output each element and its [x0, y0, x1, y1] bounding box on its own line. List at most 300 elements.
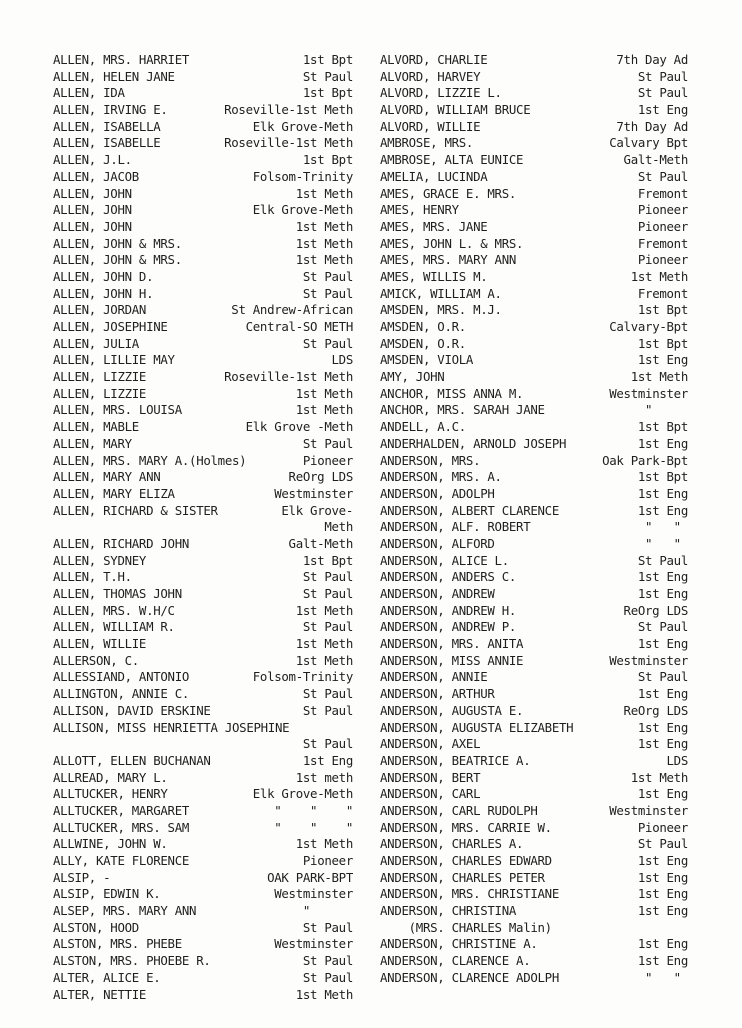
directory-entry: [53, 619, 353, 636]
entry-church: 1st Meth: [295, 402, 353, 418]
entry-church: " " ": [274, 802, 353, 818]
entry-church: Roseville-1st Meth: [224, 369, 353, 385]
entry-church: Westminster: [609, 385, 688, 401]
entry-church: St Paul: [302, 335, 353, 351]
directory-entry: [380, 369, 688, 386]
directory-entry: [380, 770, 688, 787]
entry-name: ANDERSON, AUGUSTA ELIZABETH: [380, 719, 574, 735]
entry-church: St Paul: [637, 669, 688, 685]
entry-church: 1st Eng: [637, 102, 688, 118]
entry-name: ALSIP, -: [53, 869, 111, 885]
directory-entry: [380, 920, 688, 937]
entry-name: AMES, MRS. JANE: [380, 218, 488, 234]
directory-entry: [53, 953, 353, 970]
directory-entry: [53, 820, 353, 837]
entry-name: ANDERSON, ALFORD: [380, 535, 495, 551]
directory-entry: [53, 653, 353, 670]
directory-entry: [380, 135, 688, 152]
directory-entry: [53, 386, 353, 403]
entry-church: Calvary-Bpt: [609, 319, 688, 334]
entry-name: ALVORD, LIZZIE L.: [380, 85, 502, 101]
directory-entry: [53, 603, 353, 620]
entry-name: ALLEN, JOHN H.: [53, 285, 154, 301]
entry-name: ALLEN, JOHN: [53, 202, 132, 218]
entry-church: 1st Bpt: [302, 52, 353, 67]
entry-name: ALLEN, ISABELLA: [53, 118, 161, 134]
entry-name: ANDERSON, MRS. ANITA: [380, 636, 524, 652]
directory-entry: [380, 302, 688, 319]
directory-entry: [53, 486, 353, 503]
entry-church: Central-SO METH: [245, 319, 353, 334]
directory-entry: [380, 553, 688, 570]
entry-church: St Paul: [302, 919, 353, 935]
entry-name: ALLTUCKER, MRS. SAM: [53, 819, 190, 835]
entry-name: ANDERSON, CLARENCE A.: [380, 953, 531, 969]
entry-name: ALLOTT, ELLEN BUCHANAN: [53, 752, 211, 768]
entry-name: ANDERSON, CHARLES A.: [380, 836, 524, 852]
entry-church: St Paul: [637, 552, 688, 568]
entry-name: ALLTUCKER, MARGARET: [53, 802, 190, 818]
entry-name: ANDERSON, MRS. CARRIE W.: [380, 819, 552, 835]
entry-church-continued: Meth: [324, 519, 353, 535]
entry-name: ALLEN, JOSEPHINE: [53, 319, 168, 334]
directory-entry: [380, 653, 688, 670]
entry-name: ANDERSON, BEATRICE A.: [380, 752, 531, 768]
directory-entry: [380, 453, 688, 470]
entry-church: Pioneer: [637, 252, 688, 268]
directory-entry: [53, 586, 353, 603]
directory-entry: [53, 286, 353, 303]
entry-name: ANDERSON, ALICE L.: [380, 552, 509, 568]
directory-entry: [53, 319, 353, 336]
entry-church: 1st Eng: [637, 903, 688, 919]
directory-entry: [53, 102, 353, 119]
entry-church: Folsom-Trinity: [252, 669, 353, 685]
entry-church: 1st Meth: [295, 986, 353, 1002]
entry-church: 7th Day Ad: [616, 118, 688, 134]
entry-church: St Paul: [637, 836, 688, 852]
directory-entry: [380, 870, 688, 887]
entry-church: 1st Eng: [637, 786, 688, 802]
entry-church: Calvary Bpt: [609, 135, 688, 151]
entry-name: AMSDEN, O.R.: [380, 335, 466, 351]
entry-name: ALVORD, WILLIAM BRUCE: [380, 102, 531, 118]
entry-name: ALLEN, MRS. MARY A.(Holmes): [53, 452, 247, 468]
entry-name: ALLEN, HELEN JANE: [53, 68, 175, 84]
entry-church: Galt-Meth: [623, 152, 688, 168]
entry-church: 1st Eng: [637, 936, 688, 952]
entry-name: ALLEN, WILLIE: [53, 636, 147, 652]
entry-church: St Paul: [302, 586, 353, 602]
entry-church: 1st Meth: [630, 769, 688, 785]
entry-name: ANDERSON, MRS. CHRISTIANE: [380, 886, 559, 902]
entry-name: ALTER, NETTIE: [53, 986, 147, 1002]
directory-entry: [380, 469, 688, 486]
directory-entry: [380, 569, 688, 586]
entry-name: AMBROSE, MRS.: [380, 135, 474, 151]
directory-entry: [53, 886, 353, 903]
entry-name: ALLEN, LIZZIE: [53, 369, 147, 385]
entry-name: AMES, WILLIS M.: [380, 268, 488, 284]
directory-entry: [380, 603, 688, 620]
entry-name: ALLEN, JOHN: [53, 185, 132, 201]
entry-church: 1st Eng: [637, 686, 688, 702]
entry-church: 1st Eng: [637, 869, 688, 885]
directory-entry: [380, 319, 688, 336]
entry-church: Galt-Meth: [288, 535, 353, 551]
entry-name: ALSTON, HOOD: [53, 919, 139, 935]
entry-church: 1st Meth: [295, 252, 353, 268]
entry-name: ALLEN, IDA: [53, 85, 125, 101]
entry-name: ALSIP, EDWIN K.: [53, 886, 161, 902]
entry-church: 1st Meth: [295, 836, 353, 852]
entry-church: OAK PARK-BPT: [267, 869, 353, 885]
entry-name: ANDERSON, ANDREW H.: [380, 602, 517, 618]
directory-entry: [380, 703, 688, 720]
entry-church: 1st Meth: [295, 185, 353, 201]
entry-name: ALVORD, WILLIE: [380, 118, 481, 134]
directory-entry: [380, 536, 688, 553]
directory-entry: [380, 269, 688, 286]
entry-church: 1st Eng: [637, 435, 688, 451]
entry-church: St Paul: [637, 619, 688, 635]
directory-entry: [380, 386, 688, 403]
entry-name: ALLEN, JOHN & MRS.: [53, 235, 182, 251]
directory-entry: [380, 836, 688, 853]
entry-name: ALLEN, JOHN & MRS.: [53, 252, 182, 268]
entry-name: ALVORD, HARVEY: [380, 68, 481, 84]
entry-church: 1st Meth: [630, 369, 688, 385]
directory-entry: [380, 52, 688, 69]
directory-entry: [380, 903, 688, 920]
entry-name: ALLERSON, C.: [53, 652, 139, 668]
entry-church: St Paul: [302, 68, 353, 84]
directory-entry: [380, 636, 688, 653]
entry-church: Westminster: [274, 936, 353, 952]
entry-name: ALSTON, MRS. PHEBE: [53, 936, 182, 952]
directory-entry: [53, 52, 353, 69]
directory-entry: [53, 186, 353, 203]
entry-church: 1st Bpt: [637, 335, 688, 351]
entry-church: St Paul: [302, 268, 353, 284]
entry-church: St Paul: [302, 285, 353, 301]
entry-name: ALLEN, WILLIAM R.: [53, 619, 175, 635]
directory-entry: [53, 469, 353, 486]
entry-name: ALLTUCKER, HENRY: [53, 786, 168, 802]
directory-entry: [380, 202, 688, 219]
entry-name: ALLISON, MISS HENRIETTA JOSEPHINE: [53, 719, 290, 735]
directory-entry: [53, 252, 353, 269]
entry-church: St Paul: [302, 702, 353, 718]
directory-entry: [53, 236, 353, 253]
entry-name: AMICK, WILLIAM A.: [380, 285, 502, 301]
directory-entry: [380, 736, 688, 753]
entry-church: Elk Grove-: [281, 502, 353, 518]
entry-name: ANDERSON, CLARENCE ADOLPH: [380, 969, 559, 985]
directory-entry: [53, 119, 353, 136]
entry-church: 1st Meth: [295, 218, 353, 234]
entry-name: ALLEN, RICHARD JOHN: [53, 535, 190, 551]
entry-church: Fremont: [637, 285, 688, 301]
directory-entry: [53, 352, 353, 369]
directory-entry: [380, 336, 688, 353]
directory-entry: [380, 252, 688, 269]
entry-church: St Paul: [637, 68, 688, 84]
entry-church: 1st Eng: [637, 485, 688, 501]
entry-church: 1st Bpt: [302, 152, 353, 168]
directory-entry: [53, 336, 353, 353]
entry-church: St Paul: [302, 969, 353, 985]
directory-entry: [53, 436, 353, 453]
entry-church: 1st Meth: [295, 652, 353, 668]
entry-name: ANDERSON, CHRISTINA: [380, 903, 517, 919]
entry-name: ALLEN, MRS. W.H/C: [53, 602, 175, 618]
entry-church: St Paul: [302, 953, 353, 969]
entry-name: ANCHOR, MRS. SARAH JANE: [380, 402, 545, 418]
directory-entry: [380, 753, 688, 770]
entry-church: Westminster: [274, 886, 353, 902]
directory-entry: [53, 503, 353, 536]
entry-church: Westminster: [609, 802, 688, 818]
entry-name: ANDERSON, ANNIE: [380, 669, 488, 685]
entry-name: ANDERSON, ADOLPH: [380, 485, 495, 501]
entry-church: St Paul: [637, 168, 688, 184]
entry-church: Pioneer: [302, 452, 353, 468]
directory-entry: [380, 503, 688, 520]
entry-church: St Paul: [302, 686, 353, 702]
directory-entry: [53, 219, 353, 236]
entry-name: ALLEN, RICHARD & SISTER: [53, 502, 218, 518]
entry-name: ANDERSON, ANDREW P.: [380, 619, 517, 635]
entry-name: ALLEN, JOHN D.: [53, 268, 154, 284]
entry-church: 1st Eng: [637, 736, 688, 752]
directory-entry: [53, 135, 353, 152]
entry-church: Fremont: [637, 235, 688, 251]
directory-entry: [53, 69, 353, 86]
directory-entry: [53, 369, 353, 386]
entry-church: 1st Bpt: [637, 302, 688, 318]
entry-name: ANDERSON, CHARLES PETER: [380, 869, 545, 885]
entry-church: 1st Eng: [637, 569, 688, 585]
entry-church-continued: St Paul: [302, 736, 353, 752]
entry-name: ANDERSON, ANDERS C.: [380, 569, 517, 585]
entry-church: 1st Eng: [637, 502, 688, 518]
entry-name: ANDERSON, ALF. ROBERT: [380, 519, 531, 535]
entry-church: 1st Bpt: [637, 469, 688, 485]
entry-name: ALTER, ALICE E.: [53, 969, 161, 985]
entry-name: ALLEN, JOHN: [53, 218, 132, 234]
directory-entry: [53, 85, 353, 102]
directory-entry: [380, 803, 688, 820]
entry-church: 1st Meth: [295, 385, 353, 401]
directory-entry: [53, 920, 353, 937]
entry-church: " " ": [274, 819, 353, 835]
entry-church: 1st Meth: [630, 268, 688, 284]
entry-name: ANDERSON, CHRISTINE A.: [380, 936, 538, 952]
directory-entry: [380, 102, 688, 119]
directory-entry: [53, 753, 353, 770]
entry-name: (MRS. CHARLES Malin): [380, 919, 552, 935]
directory-entry: [380, 419, 688, 436]
entry-church: 1st Meth: [295, 235, 353, 251]
entry-name: ANDERSON, CARL RUDOLPH: [380, 802, 538, 818]
entry-church: 1st Eng: [637, 586, 688, 601]
directory-entry: [380, 169, 688, 186]
entry-church: St Paul: [637, 85, 688, 101]
entry-church: Pioneer: [637, 819, 688, 835]
entry-church: ReOrg LDS: [623, 602, 688, 618]
entry-name: ALLEN, MARY: [53, 435, 132, 451]
entry-name: ALLEN, J.L.: [53, 152, 132, 168]
directory-entry: [53, 720, 353, 753]
directory-entry: [380, 853, 688, 870]
entry-church: St Paul: [302, 569, 353, 585]
entry-church: St Andrew-African: [231, 302, 353, 318]
directory-entry: [380, 619, 688, 636]
directory-entry: [380, 119, 688, 136]
entry-name: AMY, JOHN: [380, 369, 445, 385]
entry-church: Pioneer: [302, 853, 353, 869]
entry-name: ALLEN, MRS. HARRIET: [53, 52, 190, 67]
right-column: [380, 52, 688, 987]
directory-entry: [53, 770, 353, 787]
entry-name: AMSDEN, VIOLA: [380, 352, 474, 368]
entry-name: AMSDEN, O.R.: [380, 319, 466, 334]
entry-name: ANDERSON, ANDREW: [380, 586, 495, 601]
entry-name: AMSDEN, MRS. M.J.: [380, 302, 502, 318]
directory-entry: [53, 803, 353, 820]
directory-entry: [380, 186, 688, 203]
directory-entry: [53, 269, 353, 286]
entry-church: 1st Bpt: [302, 85, 353, 101]
directory-entry: [380, 352, 688, 369]
entry-name: ALLEN, MARY ELIZA: [53, 485, 175, 501]
entry-church: 1st Bpt: [302, 552, 353, 568]
directory-entry: [380, 486, 688, 503]
entry-name: ANDERSON, MRS.: [380, 452, 481, 468]
directory-entry: [380, 152, 688, 169]
entry-name: ANDERSON, AUGUSTA E.: [380, 702, 524, 718]
entry-name: ANDERSON, ARTHUR: [380, 686, 495, 702]
entry-name: ALLEN, ISABELLE: [53, 135, 161, 151]
directory-entry: [53, 836, 353, 853]
entry-church: Westminster: [274, 485, 353, 501]
entry-church: ": [645, 402, 688, 418]
entry-name: ANDERSON, AXEL: [380, 736, 481, 752]
directory-entry: [53, 553, 353, 570]
entry-name: AMES, HENRY: [380, 202, 459, 218]
directory-entry: [53, 636, 353, 653]
entry-name: ANDERSON, BERT: [380, 769, 481, 785]
entry-name: ANDERSON, CARL: [380, 786, 481, 802]
entry-name: ALLEN, LIZZIE: [53, 385, 147, 401]
directory-entry: [53, 569, 353, 586]
directory-entry: [53, 536, 353, 553]
entry-name: ALLEN, LILLIE MAY: [53, 352, 175, 368]
entry-name: ANDERSON, MRS. A.: [380, 469, 502, 485]
directory-entry: [53, 853, 353, 870]
directory-entry: [380, 219, 688, 236]
directory-entry: [53, 419, 353, 436]
entry-church: ReOrg LDS: [288, 469, 353, 485]
entry-name: AMELIA, LUCINDA: [380, 168, 488, 184]
entry-church: 1st Eng: [637, 953, 688, 969]
entry-church: St Paul: [302, 435, 353, 451]
entry-church: " ": [645, 535, 688, 551]
entry-name: ALLEN, IRVING E.: [53, 102, 168, 118]
entry-name: ALLEN, JACOB: [53, 168, 139, 184]
entry-church: Westminster: [609, 652, 688, 668]
directory-entry: [53, 987, 353, 1004]
directory-entry: [380, 970, 688, 987]
entry-church: 7th Day Ad: [616, 52, 688, 67]
entry-name: AMES, MRS. MARY ANN: [380, 252, 517, 268]
entry-church: Elk Grove -Meth: [245, 419, 353, 435]
entry-church: Oak Park-Bpt: [602, 452, 688, 468]
entry-church: " ": [645, 519, 688, 535]
directory-entry: [380, 586, 688, 603]
entry-church: 1st Eng: [637, 636, 688, 652]
directory-entry: [380, 236, 688, 253]
entry-church: 1st Eng: [637, 719, 688, 735]
entry-name: ANDERSON, ALBERT CLARENCE: [380, 502, 559, 518]
directory-entry: [380, 286, 688, 303]
entry-church: Roseville-1st Meth: [224, 102, 353, 118]
entry-church: LDS: [331, 352, 353, 368]
directory-entry: [380, 886, 688, 903]
entry-church: Elk Grove-Meth: [252, 786, 353, 802]
entry-name: ALLREAD, MARY L.: [53, 769, 168, 785]
entry-name: ANDERSON, CHARLES EDWARD: [380, 853, 552, 868]
entry-church: 1st Bpt: [637, 419, 688, 435]
entry-name: ALLINGTON, ANNIE C.: [53, 686, 190, 702]
directory-entry: [380, 69, 688, 86]
entry-name: ALLEN, MRS. LOUISA: [53, 402, 182, 418]
directory-entry: [380, 686, 688, 703]
entry-church: St Paul: [302, 619, 353, 635]
directory-entry: [380, 953, 688, 970]
entry-name: ALLEN, MABLE: [53, 419, 139, 435]
directory-entry: [53, 169, 353, 186]
entry-church: 1st Meth: [295, 602, 353, 618]
entry-church: Folsom-Trinity: [252, 168, 353, 184]
entry-name: ANDERHALDEN, ARNOLD JOSEPH: [380, 435, 567, 451]
entry-name: ALVORD, CHARLIE: [380, 52, 488, 67]
directory-entry: [53, 669, 353, 686]
entry-church: Fremont: [637, 185, 688, 201]
directory-entry: [53, 970, 353, 987]
entry-church: Elk Grove-Meth: [252, 118, 353, 134]
entry-church: Elk Grove-Meth: [252, 202, 353, 218]
entry-name: AMES, JOHN L. & MRS.: [380, 235, 524, 251]
entry-name: ALLEN, THOMAS JOHN: [53, 586, 182, 602]
entry-name: ANDELL, A.C.: [380, 419, 466, 435]
entry-church: Pioneer: [637, 202, 688, 218]
entry-church: 1st Meth: [295, 636, 353, 652]
entry-name: AMBROSE, ALTA EUNICE: [380, 152, 524, 168]
entry-name: AMES, GRACE E. MRS.: [380, 185, 517, 201]
directory-entry: [53, 703, 353, 720]
directory-entry: [380, 436, 688, 453]
directory-entry: [53, 936, 353, 953]
entry-name: ALSEP, MRS. MARY ANN: [53, 903, 197, 919]
entry-name: ALLY, KATE FLORENCE: [53, 853, 190, 869]
entry-name: ALLISON, DAVID ERSKINE: [53, 702, 211, 718]
directory-entry: [380, 786, 688, 803]
directory-entry: [53, 870, 353, 887]
entry-name: ALSTON, MRS. PHOEBE R.: [53, 953, 211, 969]
entry-name: ANCHOR, MISS ANNA M.: [380, 385, 524, 401]
